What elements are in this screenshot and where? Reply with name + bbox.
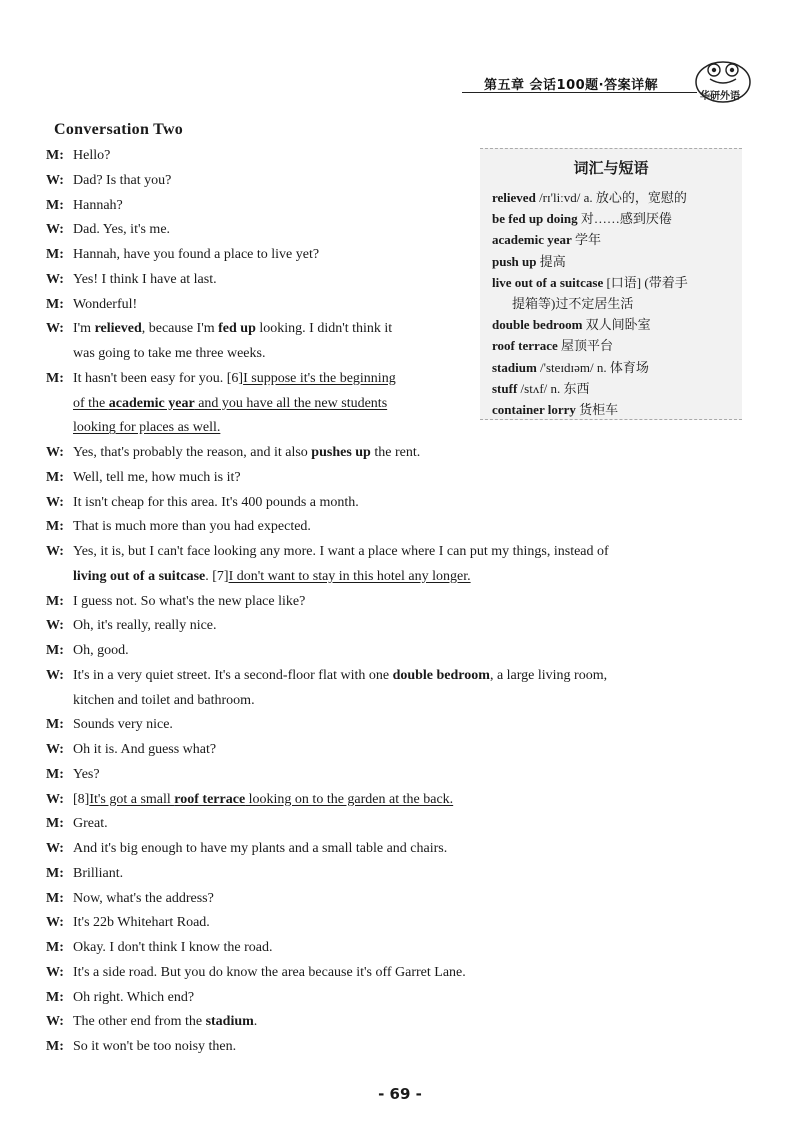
vocabulary-term: academic year xyxy=(492,232,572,248)
speaker-label: W: xyxy=(46,915,64,931)
vocabulary-item xyxy=(492,251,566,270)
vocabulary-item xyxy=(512,293,633,312)
answer-text: looking for places as well. xyxy=(73,420,221,436)
vocabulary-definition: 提高 xyxy=(536,253,566,269)
line-text xyxy=(73,468,241,488)
line-text xyxy=(73,666,607,686)
text-run: Yes? xyxy=(73,766,100,782)
line-text xyxy=(73,1037,236,1057)
line-text xyxy=(73,988,194,1008)
vocabulary-item xyxy=(492,314,651,333)
speaker-label: M: xyxy=(46,469,64,485)
answer-text: and you have all the new students xyxy=(194,395,388,411)
line-text xyxy=(73,567,471,587)
speaker-label: M: xyxy=(46,816,64,832)
line-text xyxy=(73,963,466,983)
vocabulary-term: push up xyxy=(492,253,537,269)
line-text xyxy=(73,369,396,389)
vocabulary-item xyxy=(492,335,613,354)
vocabulary-definition: 货柜车 xyxy=(575,402,619,417)
text-run: Oh right. Which end? xyxy=(73,989,195,1005)
text-run: It's 22b Whitehart Road. xyxy=(73,915,210,931)
speaker-label: W: xyxy=(46,271,64,287)
speaker-label: W: xyxy=(46,841,64,856)
vocabulary-term: be fed up doing xyxy=(492,211,578,227)
line-text xyxy=(73,418,220,438)
speaker-label: M: xyxy=(46,766,64,782)
speaker-label: M: xyxy=(46,865,64,881)
line-text xyxy=(73,592,305,612)
text-run: Dad? Is that you? xyxy=(73,172,172,188)
vocabulary-definition: [口语] (带着手 xyxy=(603,274,688,290)
speaker-label: W: xyxy=(46,321,64,337)
vocabulary-definition: 学年 xyxy=(571,232,602,248)
text-run: Oh, good. xyxy=(73,643,129,658)
line-text xyxy=(73,814,108,834)
line-text xyxy=(73,245,319,265)
text-run: It's a side road. But you do know the area because it's off Garret Lane. xyxy=(73,964,466,980)
vocabulary-item xyxy=(492,272,688,291)
line-text xyxy=(73,394,387,414)
text-run: looking. I didn't think it xyxy=(255,321,393,337)
line-text xyxy=(73,319,392,339)
line-text xyxy=(73,196,123,216)
text-run: It isn't cheap for this area. It's 400 pounds a month. xyxy=(73,494,359,510)
text-run: Oh it is. And guess what? xyxy=(73,742,217,757)
speaker-label: M: xyxy=(46,370,64,386)
speaker-label: M: xyxy=(46,197,64,213)
key-phrase: roof terrace xyxy=(174,791,246,807)
text-run: kitchen and toilet and bathroom. xyxy=(73,692,255,708)
text-run: Hannah, have you found a place to live yet? xyxy=(73,247,320,262)
vocabulary-term: stadium xyxy=(492,359,537,375)
speaker-label: W: xyxy=(46,172,64,188)
text-run: So it won't be too noisy then. xyxy=(73,1039,237,1054)
publisher-logo xyxy=(694,58,752,104)
line-text xyxy=(73,889,214,909)
speaker-label: M: xyxy=(46,593,64,609)
answer-text: I don't want to stay in this hotel any longer. xyxy=(228,568,471,584)
answer-text: looking on to the garden at the back. xyxy=(245,791,454,807)
speaker-label: M: xyxy=(46,717,64,733)
header-rule xyxy=(462,92,697,93)
line-text xyxy=(73,864,123,884)
answer-text: of the xyxy=(73,395,109,411)
line-text xyxy=(73,740,216,760)
line-text xyxy=(73,443,420,463)
speaker-label: W: xyxy=(46,964,64,980)
speaker-label: M: xyxy=(46,1039,64,1054)
text-run: was going to take me three weeks. xyxy=(73,346,266,361)
line-text xyxy=(73,220,170,240)
text-run: [8] xyxy=(73,791,90,807)
text-run: Now, what's the address? xyxy=(73,890,214,906)
page-header xyxy=(462,58,762,108)
line-text xyxy=(73,641,129,661)
text-run: . xyxy=(253,1014,258,1030)
vocabulary-definition: /rɪ'liːvd/ a. 放心的，宽慰的 xyxy=(535,190,687,205)
key-phrase: double bedroom xyxy=(392,667,490,683)
vocabulary-definition: 对……感到厌倦 xyxy=(577,211,672,227)
speaker-label: W: xyxy=(46,445,64,460)
line-text xyxy=(73,691,255,711)
text-run: Hannah? xyxy=(73,197,123,213)
text-run: Yes! I think I have at last. xyxy=(73,271,217,287)
vocabulary-item xyxy=(492,357,649,376)
vocabulary-term: stuff xyxy=(492,380,518,396)
vocabulary-item xyxy=(492,229,601,248)
line-text xyxy=(73,295,137,315)
text-run: I guess not. So what's the new place like? xyxy=(73,593,306,609)
page-number: - 69 - xyxy=(378,1085,422,1103)
vocabulary-item xyxy=(492,187,687,206)
text-run: It's in a very quiet street. It's a second-floor flat with one xyxy=(73,667,393,683)
vocabulary-box xyxy=(480,148,742,420)
vocabulary-item xyxy=(492,378,590,397)
text-run: , a large living room, xyxy=(489,667,608,683)
text-run: . [7] xyxy=(205,568,229,584)
line-text xyxy=(73,616,217,636)
vocabulary-definition: 提箱等)过不定居生活 xyxy=(512,296,634,311)
vocabulary-term: live out of a suitcase xyxy=(492,274,604,290)
speaker-label: W: xyxy=(46,618,64,634)
text-run: Oh, it's really, really nice. xyxy=(73,618,217,634)
text-run: It hasn't been easy for you. [6] xyxy=(73,370,244,386)
vocabulary-term: roof terrace xyxy=(492,338,558,354)
speaker-label: M: xyxy=(46,519,64,535)
answer-text: I suppose it's the beginning xyxy=(243,370,396,386)
chapter-title: 第五章 会话100题·答案详解 xyxy=(484,78,659,93)
vocabulary-definition: /'steɪdɪəm/ n. 体育场 xyxy=(536,359,649,375)
vocabulary-item xyxy=(492,399,618,418)
speaker-label: M: xyxy=(46,643,64,658)
speaker-label: M: xyxy=(46,940,64,955)
text-run: , because I'm xyxy=(141,321,219,337)
speaker-label: W: xyxy=(46,791,64,807)
text-run: Sounds very nice. xyxy=(73,717,173,733)
speaker-label: M: xyxy=(46,989,64,1005)
line-text xyxy=(73,171,171,191)
line-text xyxy=(73,1012,257,1032)
speaker-label: W: xyxy=(46,222,64,238)
text-run: Well, tell me, how much is it? xyxy=(73,469,241,485)
speaker-label: M: xyxy=(46,247,64,262)
line-text xyxy=(73,517,311,537)
speaker-label: M: xyxy=(46,296,64,312)
speaker-label: W: xyxy=(46,494,64,510)
text-run: Yes, it is, but I can't face looking any more. I want a place where I can put my things, instead of xyxy=(73,544,609,559)
vocabulary-definition: 双人间卧室 xyxy=(582,317,651,333)
key-phrase: pushes up xyxy=(311,445,371,460)
speaker-label: W: xyxy=(46,742,64,757)
text-run: I'm xyxy=(73,321,95,337)
text-run: Wonderful! xyxy=(73,296,138,312)
text-run: Okay. I don't think I know the road. xyxy=(73,940,273,955)
key-phrase: living out of a suitcase xyxy=(73,568,206,584)
text-run: That is much more than you had expected. xyxy=(73,519,311,535)
text-run: Brilliant. xyxy=(73,865,124,881)
line-text xyxy=(73,938,273,958)
key-phrase: stadium xyxy=(205,1014,254,1030)
line-text xyxy=(73,913,210,933)
conversation-title: Conversation Two xyxy=(54,121,184,138)
key-phrase: academic year xyxy=(108,395,195,411)
line-text xyxy=(73,542,609,562)
text-run: The other end from the xyxy=(73,1014,206,1030)
vocabulary-term: container lorry xyxy=(492,402,576,417)
text-run: Great. xyxy=(73,816,108,832)
line-text xyxy=(73,790,453,810)
speaker-label: W: xyxy=(46,667,64,683)
key-phrase: fed up xyxy=(218,321,256,337)
line-text xyxy=(73,344,265,364)
line-text xyxy=(73,715,173,735)
text-run: Dad. Yes, it's me. xyxy=(73,222,171,238)
line-text xyxy=(73,493,359,513)
speaker-label: M: xyxy=(46,148,64,163)
line-text xyxy=(73,270,217,290)
speaker-label: M: xyxy=(46,890,64,906)
vocabulary-item xyxy=(492,208,672,227)
line-text xyxy=(73,839,447,859)
line-text xyxy=(73,765,100,785)
vocabulary-title: 词汇与短语 xyxy=(573,159,649,177)
answer-text: It's got a small xyxy=(89,791,175,807)
logo-text: 华研外语 xyxy=(700,91,740,102)
vocabulary-term: double bedroom xyxy=(492,317,583,333)
text-run: And it's big enough to have my plants and a small table and chairs. xyxy=(73,841,448,856)
text-run: the rent. xyxy=(370,445,421,460)
key-phrase: relieved xyxy=(94,321,142,337)
text-run: Hello? xyxy=(73,148,111,163)
line-text xyxy=(73,146,110,166)
speaker-label: W: xyxy=(46,1014,64,1030)
vocabulary-term: relieved xyxy=(492,190,536,205)
text-run: Yes, that's probably the reason, and it also xyxy=(73,445,312,460)
speaker-label: W: xyxy=(46,544,64,559)
vocabulary-definition: 屋顶平台 xyxy=(557,338,614,354)
vocabulary-definition: /stʌf/ n. 东西 xyxy=(517,380,590,396)
